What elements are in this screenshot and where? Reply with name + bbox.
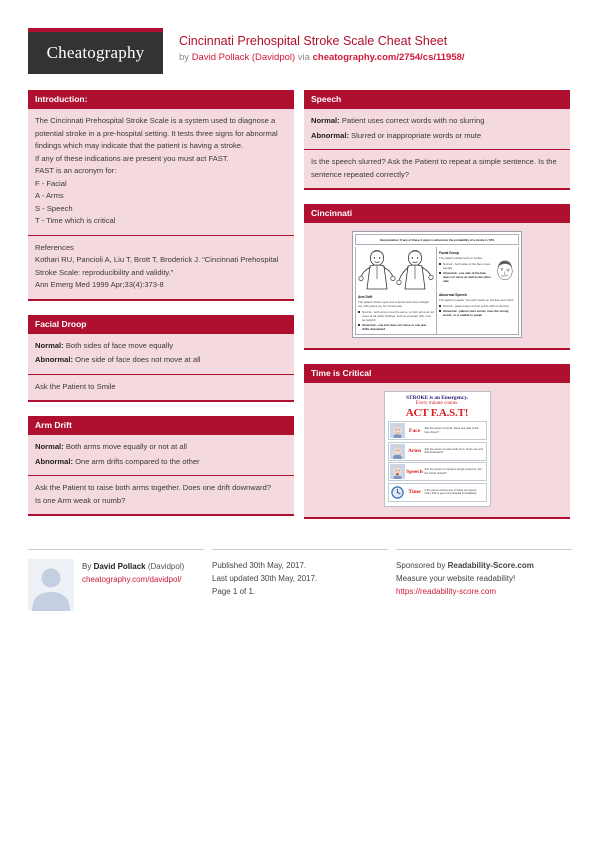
poster-row-time: [388, 483, 487, 502]
logo-text: Cheatography: [46, 43, 145, 62]
arm-drift-instruction-body: [28, 475, 294, 514]
arm-drift-body: [28, 435, 294, 475]
face-photo-icon: [390, 423, 405, 438]
abnormal-label: Abnormal:: [35, 456, 73, 466]
figure-speech-heading: Abnormal Speech: [439, 293, 468, 297]
figure-arm-drift-heading: Arm Drift: [358, 295, 373, 299]
clock-icon: [390, 485, 405, 500]
footer-publish-block: [212, 549, 388, 611]
poster-line-2: Every minute counts.: [415, 400, 459, 406]
footer-sponsor-block: [396, 549, 572, 611]
card-title-arm-drift: Arm Drift: [28, 416, 294, 435]
intro-paragraph: T - Time which is critical: [35, 216, 116, 225]
poster-line-3: ACT F.A.S.T!: [405, 406, 469, 419]
footer-updated: Last updated 30th May, 2017.: [212, 573, 318, 583]
arm-drift-normal: [35, 441, 287, 454]
poster-key-time: Time: [408, 489, 421, 496]
patient-arms-drift-icon: [396, 249, 434, 293]
poster-row-speech: [388, 462, 487, 481]
intro-paragraph: A - Arms: [35, 191, 64, 200]
poster-key-arms: Arms: [407, 448, 422, 455]
act-fast-figure-wrap: [304, 383, 570, 517]
cheatography-logo[interactable]: [28, 28, 163, 74]
footer-sponsor-prefix: Sponsored by: [396, 560, 448, 570]
poster-desc-arms: Ask the person to raise both arms. Does one arm drift downward?: [424, 447, 484, 455]
source-url-link[interactable]: cheatography.com/2754/cs/11958/: [312, 52, 465, 63]
facial-droop-instruction-body: [28, 374, 294, 401]
cincinnati-figure-grid: [355, 247, 519, 335]
reference-entry: Kothari RU, Pancioli A, Liu T, Brott T, Broderick J. “Cincinnati Prehospital Stroke Scale: reproducibility and validity.”: [35, 255, 279, 277]
footer-author-meta: [82, 559, 184, 611]
byline-via: via: [295, 52, 313, 63]
arm-drift-instruction-line-1: Ask the Patient to raise both arms together. Does one drift downward?: [35, 483, 271, 492]
speech-instruction-body: [304, 149, 570, 188]
figure-speech-text: The patient repeats "you can't teach an old dog new tricks".: [439, 298, 515, 303]
abnormal-label: Abnormal:: [311, 130, 349, 140]
header-text-block: [179, 28, 465, 65]
speech-instruction-line-2: sentence repeated correctly?: [311, 169, 409, 179]
footer-by-prefix: By: [82, 561, 94, 571]
intro-paragraph: FAST is an acronym for:: [35, 166, 117, 175]
poster-key-face: Face: [408, 427, 421, 434]
cincinnati-scale-figure[interactable]: [352, 231, 522, 338]
figure-speech-bullet: Normal - patient says correct words with no slurring: [439, 304, 516, 308]
figure-facial-droop-heading: Facial Droop: [439, 251, 459, 255]
patient-arms-normal-icon: [358, 249, 396, 293]
columns-container: [28, 90, 572, 533]
arm-drift-abnormal: [35, 456, 287, 469]
byline: [179, 51, 465, 65]
footer-profile-link[interactable]: cheatography.com/davidpol/: [82, 574, 182, 584]
normal-label: Normal:: [35, 442, 64, 451]
card-title-cincinnati: Cincinnati: [304, 204, 570, 223]
footer-published: Published 30th May, 2017.: [212, 560, 307, 570]
introduction-references: [28, 235, 294, 299]
figure-arm-drift-text: The patient closes eyes and extends both arms straight out, with palms up, for 10 seconds.: [358, 300, 429, 309]
poster-line-1: STROKE is an Emergency.: [406, 394, 468, 401]
footer-page-number: Page 1 of 1.: [212, 586, 256, 596]
normal-text: Patient uses correct words with no slurring: [339, 116, 485, 125]
facial-droop-block: [439, 249, 516, 291]
abnormal-text: One arm drifts compared to the other: [72, 456, 200, 466]
arm-drift-illustration: [358, 249, 434, 293]
footer-sponsor-tagline: Measure your website readability!: [396, 573, 516, 583]
cincinnati-face-speech-panel: [437, 247, 518, 334]
footer-sponsor-line: [396, 559, 572, 572]
footer-sponsor-name[interactable]: Readability-Score.com: [447, 560, 534, 570]
user-avatar-icon: [28, 559, 74, 611]
cincinnati-figure-banner: Interpretation: If any of these 3 signs is abnormal, the probability of a stroke is 72%: [355, 234, 519, 245]
introduction-body: [28, 109, 294, 235]
card-speech: [304, 90, 570, 190]
left-column: [28, 90, 294, 530]
speech-normal: [311, 115, 563, 128]
poster-desc-face: Ask the person to smile. Does one side of the face droop?: [424, 427, 479, 434]
arms-photo-icon: [390, 444, 405, 459]
references-heading: References: [35, 242, 74, 252]
intro-paragraph: F - Facial: [35, 178, 67, 188]
normal-text: Both arms move equally or not at all: [63, 442, 187, 451]
abnormal-text: One side of face does not move at all: [72, 355, 201, 364]
poster-row-face: [388, 421, 487, 440]
poster-desc-speech: Ask the person to repeat a simple sentence. Are the words slurred?: [424, 468, 482, 475]
figure-arm-drift-bullet: Normal - both arms move the same, or both arms do not move at all (other findings, such as pronator drift, may be helpful): [358, 310, 434, 322]
act-fast-poster[interactable]: [384, 391, 491, 507]
facial-droop-body: [28, 334, 294, 374]
speech-photo-icon: [390, 464, 405, 479]
poster-desc-time: If the person shows any of these symptoms, CALL 911 or get to the hospital immediately.: [424, 488, 477, 496]
poster-key-speech: Speech: [406, 468, 423, 475]
footer-author-line: [82, 560, 184, 573]
footer-sponsor-link[interactable]: https://readability-score.com: [396, 586, 497, 596]
card-title-facial-droop: Facial Droop: [28, 315, 294, 334]
author-link[interactable]: David Pollack (Davidpol): [191, 52, 296, 63]
byline-prefix: by: [179, 52, 192, 63]
normal-label: Normal:: [35, 340, 64, 350]
card-facial-droop: [28, 315, 294, 403]
figure-facial-droop-bullet: Abnormal - one side of the face does not move as well as the other side: [439, 271, 492, 283]
page-header: [28, 28, 572, 74]
poster-row-arms: [388, 442, 487, 461]
card-time-is-critical: [304, 364, 570, 519]
normal-text: Both sides of face move equally: [63, 340, 174, 350]
card-arm-drift: [28, 416, 294, 516]
figure-speech-bullet: Abnormal - patient slurs words, uses the wrong words, or is unable to speak: [439, 309, 516, 317]
arm-drift-instruction-line-2: Is one Arm weak or numb?: [35, 495, 126, 505]
footer-author-block: [28, 549, 204, 611]
facial-droop-normal: [35, 340, 287, 353]
figure-facial-droop-text: The patient shows teeth or smiles.: [439, 256, 483, 261]
cincinnati-arm-drift-panel: [356, 247, 437, 334]
normal-label: Normal:: [311, 116, 340, 125]
figure-arm-drift-bullet: Abnormal - one arm does not move or one arm drifts down/ward: [358, 323, 434, 331]
drooping-face-icon: [494, 249, 516, 291]
card-title-speech: Speech: [304, 90, 570, 109]
abnormal-text: Slurred or inappropriate words or mute: [348, 130, 482, 140]
card-introduction: [28, 90, 294, 301]
speech-abnormal: [311, 130, 563, 143]
page-title: Cincinnati Prehospital Stroke Scale Cheat Sheet: [179, 34, 448, 48]
facial-droop-abnormal: [35, 354, 287, 367]
card-cincinnati: [304, 204, 570, 350]
cincinnati-figure-wrap: [304, 223, 570, 348]
intro-paragraph: The Cincinnati Prehospital Stroke Scale is a system used to diagnose a potential stroke in a pre-hospital setting. It tests three signs for abnormal findings which may indicate that the patient is having a stroke.: [35, 116, 278, 150]
page-footer: [28, 539, 572, 611]
intro-paragraph: S - Speech: [35, 203, 73, 213]
abnormal-label: Abnormal:: [35, 355, 73, 364]
speech-instruction-line-1: Is the speech slurred? Ask the Patient to repeat a simple sentence. Is the: [311, 157, 557, 166]
speech-body: [304, 109, 570, 149]
facial-droop-instruction: Ask the Patient to Smile: [35, 381, 116, 391]
reference-entry: Ann Emerg Med 1999 Apr;33(4):373-8: [35, 280, 164, 289]
facial-droop-text-block: [439, 249, 492, 291]
intro-paragraph: If any of these indications are present you must act FAST.: [35, 153, 229, 163]
card-title-time-is-critical: Time is Critical: [304, 364, 570, 383]
avatar: [28, 559, 74, 611]
footer-author-handle: (Davidpol): [145, 561, 185, 571]
figure-facial-droop-bullet: Normal - both sides of the face move equally: [439, 262, 492, 270]
footer-author-name: David Pollack: [93, 561, 146, 571]
right-column: [304, 90, 570, 533]
card-title-introduction: Introduction:: [28, 90, 294, 109]
